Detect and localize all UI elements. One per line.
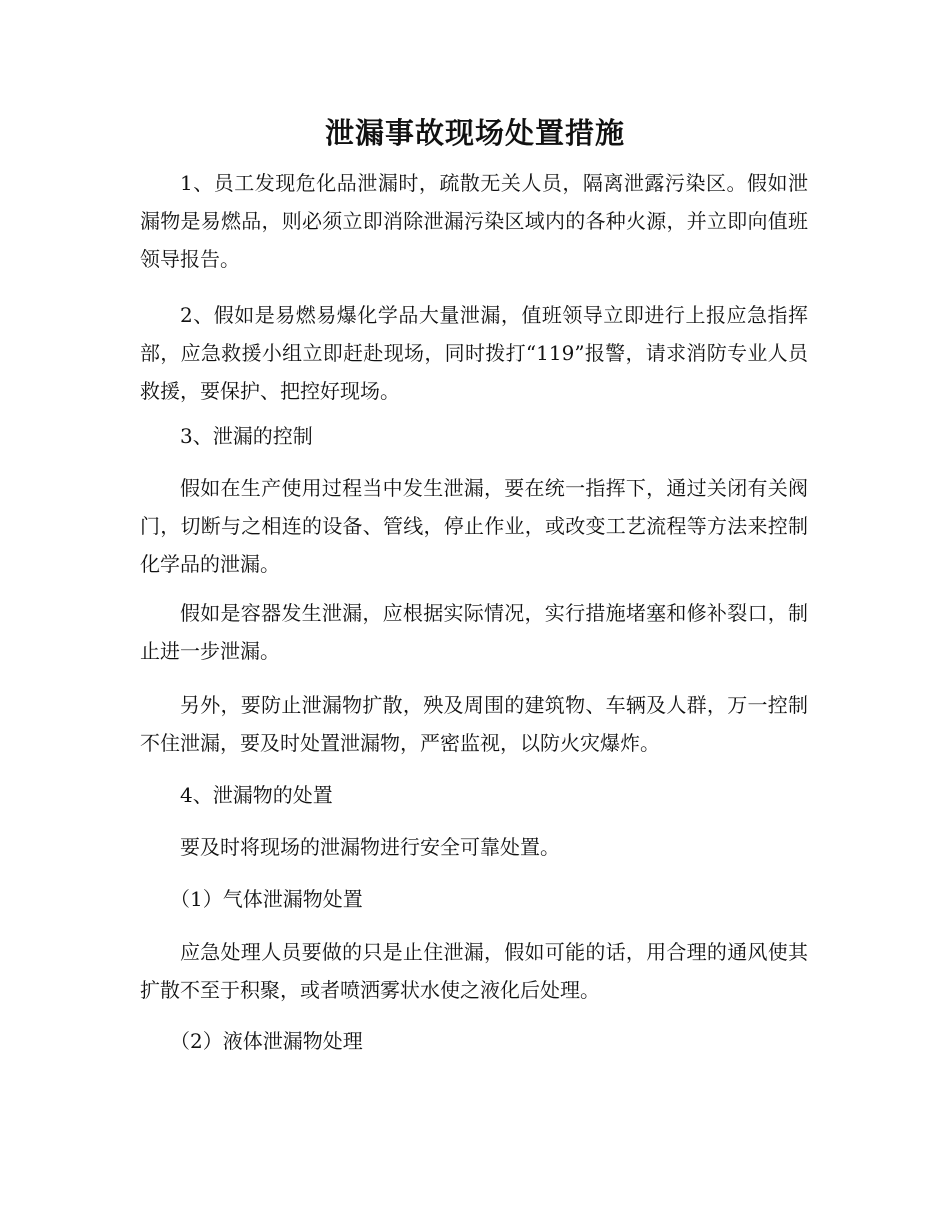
paragraph-6: 要及时将现场的泄漏物进行安全可靠处置。 [180,835,560,859]
paragraph-1: 1、员工发现危化品泄漏时，疏散无关人员，隔离泄露污染区。假如泄漏物是易燃品，则必须立即消除泄漏污染区域内的各种火源，并立即向值班领导报告。 [140,171,808,271]
paragraph-7: 应急处理人员要做的只是止住泄漏，假如可能的话，用合理的通风使其扩散不至于积聚，或者喷洒雾状水使之液化后处理。 [140,940,808,1002]
section-heading-leak-disposal: 4、泄漏物的处置 [180,783,333,807]
paragraph-4: 假如是容器发生泄漏，应根据实际情况，实行措施堵塞和修补裂口，制止进一步泄漏。 [140,601,808,663]
paragraph-5: 另外，要防止泄漏物扩散，殃及周围的建筑物、车辆及人群，万一控制不住泄漏，要及时处置泄漏物，严密监视，以防火灾爆炸。 [140,693,808,755]
paragraph-3: 假如在生产使用过程当中发生泄漏，要在统一指挥下，通过关闭有关阀门，切断与之相连的设备、管线，停止作业，或改变工艺流程等方法来控制化学品的泄漏。 [140,476,808,576]
subheading-gas-leak: （1）气体泄漏物处置 [170,887,363,911]
section-heading-leak-control: 3、泄漏的控制 [180,424,313,448]
paragraph-2: 2、假如是易燃易爆化学品大量泄漏，值班领导立即进行上报应急指挥部，应急救援小组立即赶赴现场，同时拨打“119”报警，请求消防专业人员救援，要保护、把控好现场。 [140,303,808,403]
subheading-liquid-leak: （2）液体泄漏物处理 [170,1029,363,1053]
document-title: 泄漏事故现场处置措施 [324,116,625,150]
